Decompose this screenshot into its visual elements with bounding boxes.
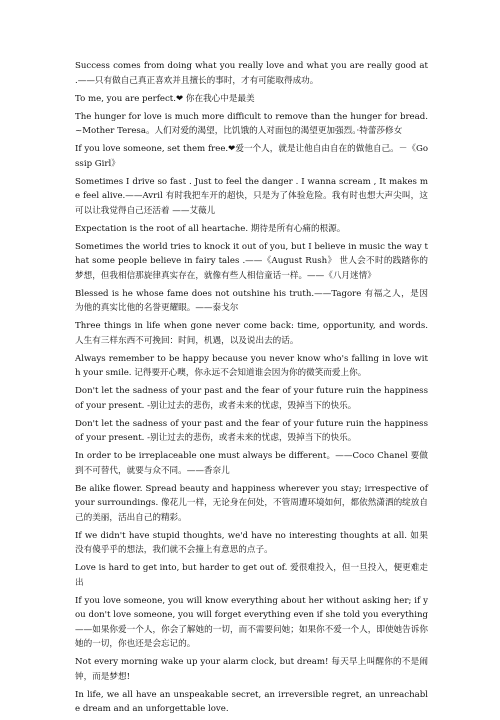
- quote-paragraph: Always remember to be happy because you never know who's falling in love with your smile. 记得要开心噢，你永远不会知道谁会因为你的微笑而爱上你。: [75, 353, 428, 378]
- quote-paragraph: Don't let the sadness of your past and the fear of your future ruin the happiness of your present. -别让过去的悲伤，或者未来的忧虑，毁掉当下的快乐。: [75, 418, 428, 443]
- quote-paragraph: Sometimes I drive so fast . Just to feel the danger . I wanna scream , It makes me feel alive.——Avril 有时我把车开的超快，只是为了体验危险。我有时也想大声尖叫，这可以让我觉得自己还活着 ——艾薇儿: [75, 176, 428, 216]
- quote-paragraph: If you love someone, you will know everything about her without asking her; if you don't love someone, you will forget everything even if she told you everything——如果你爱一个人，你会了解她的一切，而不需要问她；如果你不爱一个人，即使她告诉你她的一切，你也还是会忘记的。: [75, 595, 428, 649]
- quotes-text-body: [75, 59, 428, 720]
- quote-paragraph: Blessed is he whose fame does not outshine his truth.——Tagore 有福之人，是因为他的真实比他的名誉更耀眼。——泰戈尔: [75, 288, 428, 313]
- quote-paragraph: To me, you are perfect.❤ 你在我心中是最美: [75, 93, 255, 104]
- quote-paragraph: Love is hard to get into, but harder to get out of. 爱很难投入，但一旦投入，便更难走出: [75, 563, 428, 588]
- quote-paragraph: In order to be irreplaceable one must always be different。——Coco Chanel 要做到不可替代，就要与众不同。——香奈儿: [75, 451, 428, 476]
- quote-paragraph: Expectation is the root of all heartache. 期待是所有心痛的根源。: [75, 223, 346, 234]
- quote-paragraph: Be alike flower. Spread beauty and happiness wherever you stay; irrespective of your surroundings. 像花儿一样，无论身在何处，不管周遭环境如何，都依然潇洒的绽放自己的美丽，活出自己的精彩。: [75, 483, 428, 523]
- quote-paragraph: If we didn't have stupid thoughts, we'd have no interesting thoughts at all. 如果没有傻乎乎的想法，我们就不会撞上有意思的点子。: [75, 530, 428, 555]
- quote-paragraph: If you love someone, set them free.❤爱一个人，就是让他自由自在的做他自己。－《Gossip Girl》: [75, 144, 428, 169]
- quote-paragraph: In life, we all have an unspeakable secret, an irreversible regret, an unreachable dream and an unforgettable love.: [75, 689, 428, 714]
- quote-paragraph: The hunger for love is much more difficult to remove than the hunger for bread. ~Mother Teresa。人们对爱的渴望，比饥饿的人对面包的渴望更加强烈。·特蕾莎修女: [75, 111, 428, 136]
- quote-paragraph: Three things in life when gone never come back: time, opportunity, and words. 人生有三样东西不可挽回：时间，机遇，以及说出去的话。: [75, 321, 428, 346]
- quote-paragraph: Sometimes the world tries to knock it out of you, but I believe in music the way that some people believe in fairy tales .——《August Rush》 世人会不时的践踏你的梦想，但我相信那旋律真实存在，就像有些人相信童话一样。——《八月迷情》: [75, 241, 428, 281]
- quote-paragraph: Success comes from doing what you really love and what you are really good at .——只有做自己真正喜欢并且擅长的事时，才有可能取得成功。: [75, 61, 428, 86]
- quote-paragraph: Not every morning wake up your alarm clock, but dream! 每天早上叫醒你的不是闹钟，而是梦想!: [75, 657, 428, 682]
- quote-paragraph: Don't let the sadness of your past and the fear of your future ruin the happiness of your present. -别让过去的悲伤，或者未来的忧虑，毁掉当下的快乐。: [75, 386, 428, 411]
